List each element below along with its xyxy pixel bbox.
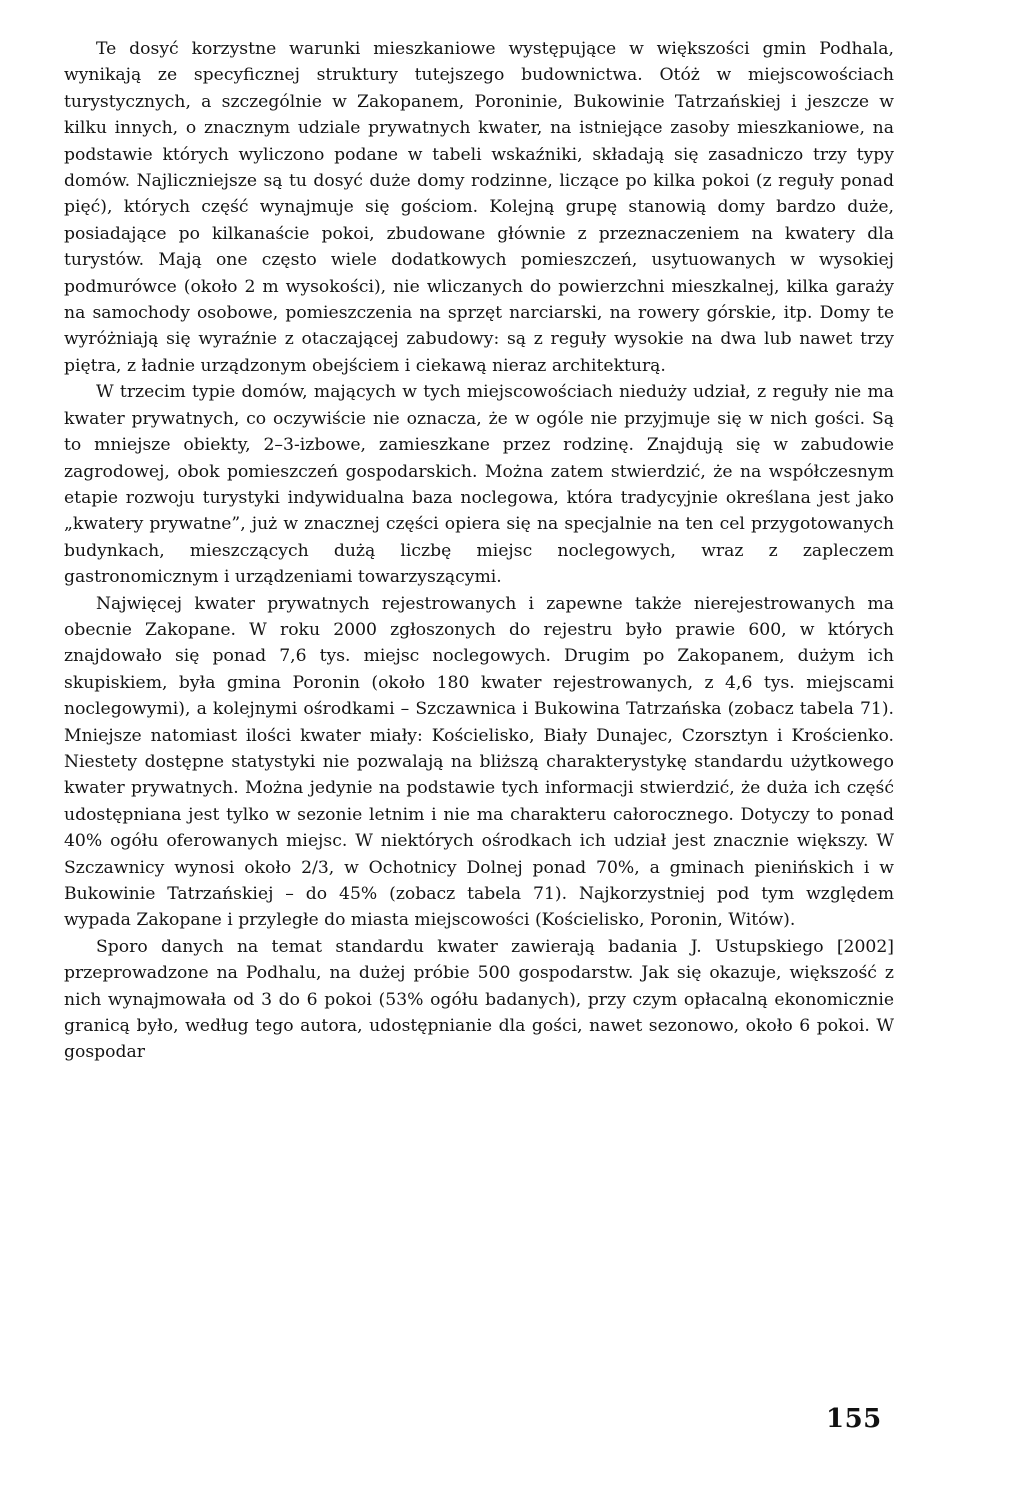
- paragraph-1: Te dosyć korzystne warunki mieszkaniowe występujące w większości gmin Podhala, wynikają ze specyficznej struktury tutejszego budownictwa. Otóż w miejscowościach turystycznych, a szczególnie w Zakopanem, Poroninie, Bukowinie Tatrzańskiej i jeszcze w kilku innych, o znacznym udziale prywatnych kwater, na istniejące zasoby mieszkaniowe, na podstawie których wyliczono podane w tabeli wskaźniki, składają się zasadniczo trzy typy domów. Najliczniejsze są tu dosyć duże domy rodzinne, liczące po kilka pokoi (z reguły ponad pięć), których część wynajmuje się gościom. Kolejną grupę stanowią domy bardzo duże, posiadające po kilkanaście pokoi, zbudowane głównie z przeznaczeniem na kwatery dla turystów. Mają one często wiele dodatkowych pomieszczeń, usytuowanych w wysokiej podmurówce (około 2 m wysokości), nie wliczanych do powierzchni mieszkalnej, kilka garaży na samochody osobowe, pomieszczenia na sprzęt narciarski, na rowery górskie, itp. Domy te wyróżniają się wyraźnie z otaczającej zabudowy: są z reguły wysokie na dwa lub nawet trzy piętra, z ładnie urządzonym obejściem i ciekawą nieraz architekturą.: [64, 39, 894, 376]
- paragraph-2: W trzecim typie domów, mających w tych miejscowościach nieduży udział, z reguły nie ma kwater prywatnych, co oczywiście nie oznacza, że w ogóle nie przyjmuje się w nich gości. Są to mniejsze obiekty, 2–3-izbowe, zamieszkane przez rodzinę. Znajdują się w zabudowie zagrodowej, obok pomieszczeń gospodarskich. Można zatem stwierdzić, że na współczesnym etapie rozwoju turystyki indywidualna baza noclegowa, która tradycyjnie określana jest jako „kwatery prywatne”, już w znacznej części opiera się na specjalnie na ten cel przygotowanych budynkach, mieszczących dużą liczbę miejsc noclegowych, wraz z zapleczem gastronomicznym i urządzeniami towarzyszącymi.: [64, 382, 894, 588]
- paragraph-3: Najwięcej kwater prywatnych rejestrowanych i zapewne także nierejestrowanych ma obecnie Zakopane. W roku 2000 zgłoszonych do rejestru było prawie 600, w których znajdowało się ponad 7,6 tys. miejsc noclegowych. Drugim po Zakopanem, dużym ich skupiskiem, była gmina Poronin (około 180 kwater rejestrowanych, z 4,6 tys. miejscami noclegowymi), a kolejnymi ośrodkami – Szczawnica i Bukowina Tatrzańska (zobacz tabela 71). Mniejsze natomiast ilości kwater miały: Kościelisko, Biały Dunajec, Czorsztyn i Krościenko. Niestety dostępne statystyki nie pozwalają na bliższą charakterystykę standardu użytkowego kwater prywatnych. Można jedynie na podstawie tych informacji stwierdzić, że duża ich część udostępniana jest tylko w sezonie letnim i nie ma charakteru całorocznego. Dotyczy to ponad 40% ogółu oferowanych miejsc. W niektórych ośrodkach ich udział jest znacznie większy. W Szczawnicy wynosi około 2/3, w Ochotnicy Dolnej ponad 70%, a gminach pienińskich i w Bukowinie Tatrzańskiej – do 45% (zobacz tabela 71). Najkorzystniej pod tym względem wypada Zakopane i przyległe do miasta miejscowości (Kościelisko, Poronin, Witów).: [64, 593, 894, 931]
- page-text-body: [64, 36, 894, 1066]
- paragraph-4: Sporo danych na temat standardu kwater zawierają badania J. Ustupskiego [2002] przeprowadzone na Podhalu, na dużej próbie 500 gospodarstw. Jak się okazuje, większość z nich wynajmowała od 3 do 6 pokoi (53% ogółu badanych), przy czym opłacalną ekonomicznie granicą było, według tego autora, udostępnianie dla gości, nawet sezonowo, około 6 pokoi. W gospodar: [64, 936, 894, 1063]
- page-number: 155: [826, 1404, 882, 1434]
